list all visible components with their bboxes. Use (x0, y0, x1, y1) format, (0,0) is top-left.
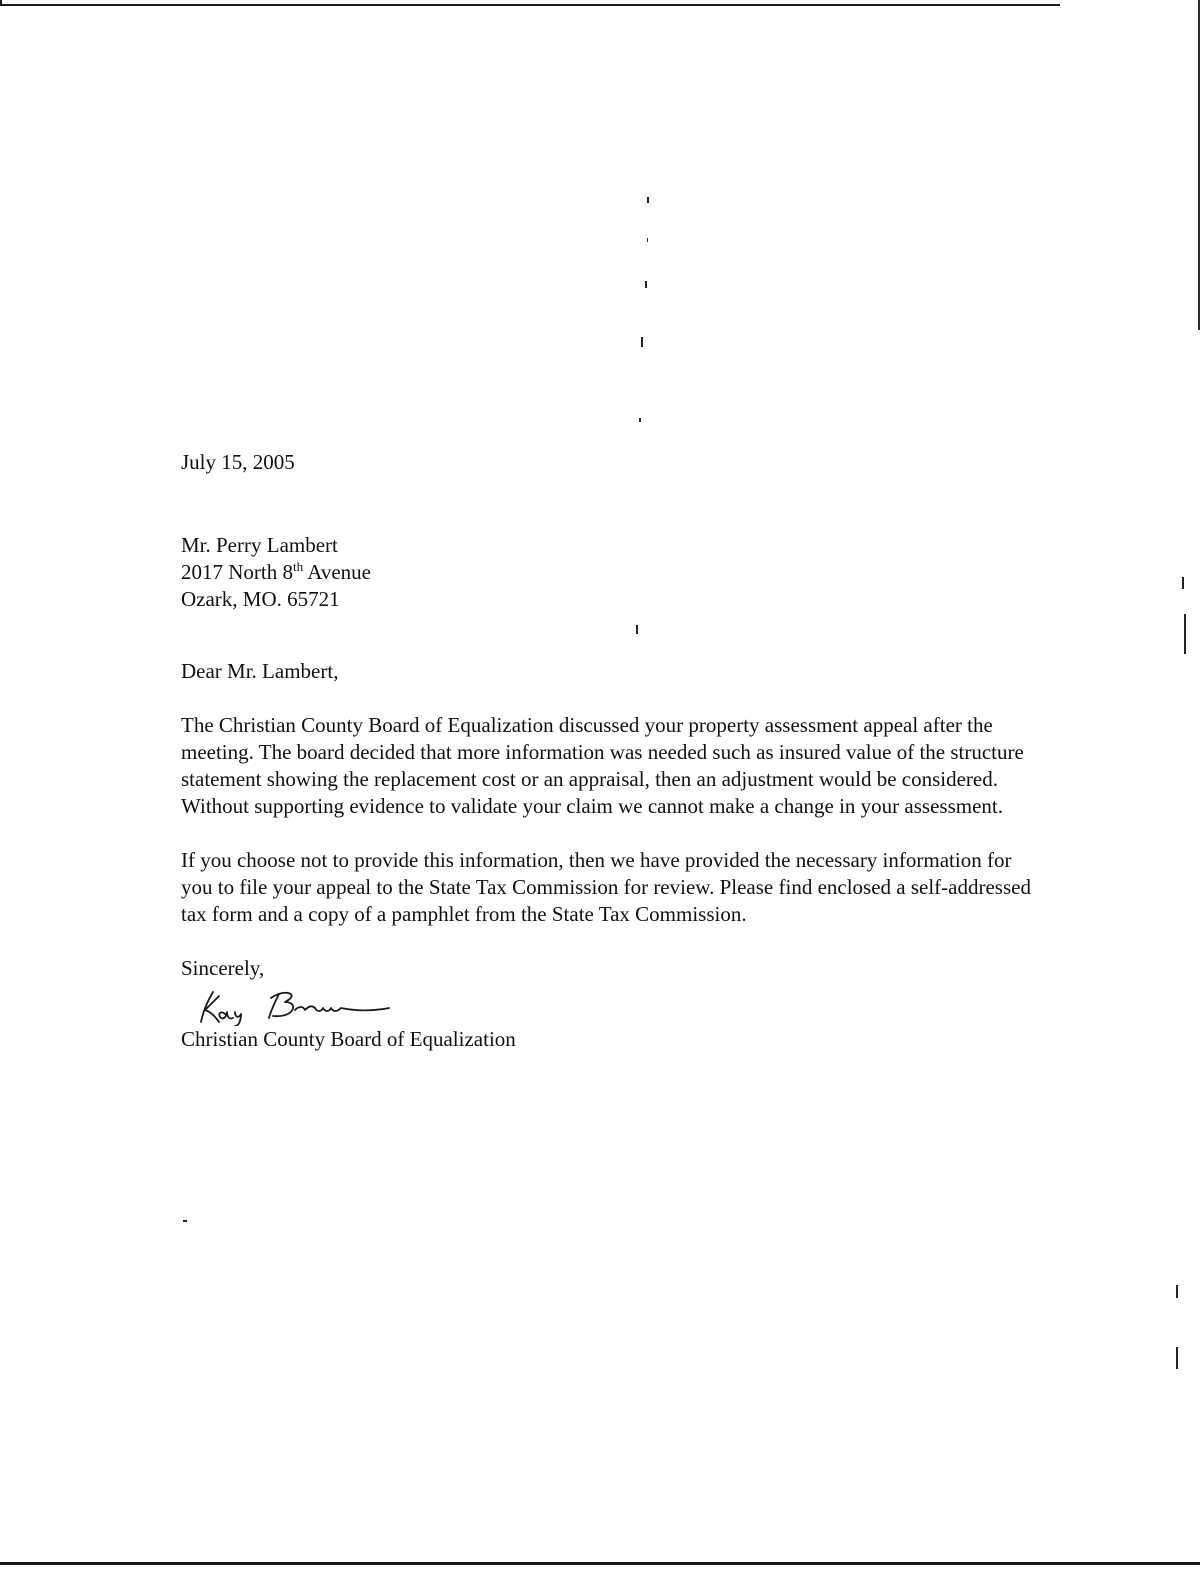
closing: Sincerely, (181, 956, 265, 980)
scan-speck (639, 418, 641, 422)
street-ordinal: th (293, 559, 304, 574)
scan-speck (1184, 614, 1186, 654)
sender-organization: Christian County Board of Equalization (181, 1027, 516, 1051)
recipient-street (181, 559, 1031, 586)
scan-speck (1176, 1285, 1178, 1298)
body-paragraph-2: If you choose not to provide this information, then we have provided the necessary information for you to file your appeal to the State Tax Commission for review. Please find enclosed a self-addressed tax form and a copy of a pamphlet from the State Tax Commission. (181, 848, 1031, 926)
scan-speck (183, 1220, 187, 1222)
scan-speck (641, 337, 643, 347)
recipient-address (181, 532, 1031, 613)
body-paragraph-1: The Christian County Board of Equalization discussed your property assessment appeal after the meeting. The board decided that more information was needed such as insured value of the structure statement showing the replacement cost or an appraisal, then an adjustment would be considered. Without supporting evidence to validate your claim we cannot make a change in your assessment. (181, 713, 1024, 818)
scan-speck (645, 281, 647, 288)
scan-speck (1182, 577, 1184, 589)
salutation: Dear Mr. Lambert, (181, 659, 339, 683)
scan-speck (647, 197, 649, 203)
street-name: Avenue (303, 560, 371, 584)
street-number: 2017 North 8 (181, 560, 293, 584)
recipient-city: Ozark, MO. 65721 (181, 587, 340, 611)
scan-mark-top-left (0, 0, 10, 6)
scan-edge-bottom (0, 1562, 1200, 1565)
handwritten-signature (181, 984, 401, 1026)
letter-body (181, 449, 1031, 1053)
recipient-name: Mr. Perry Lambert (181, 533, 338, 557)
scan-speck (647, 238, 648, 242)
scan-edge-top (0, 4, 1060, 6)
letter-date: July 15, 2005 (181, 450, 295, 474)
scan-speck (1176, 1347, 1178, 1369)
